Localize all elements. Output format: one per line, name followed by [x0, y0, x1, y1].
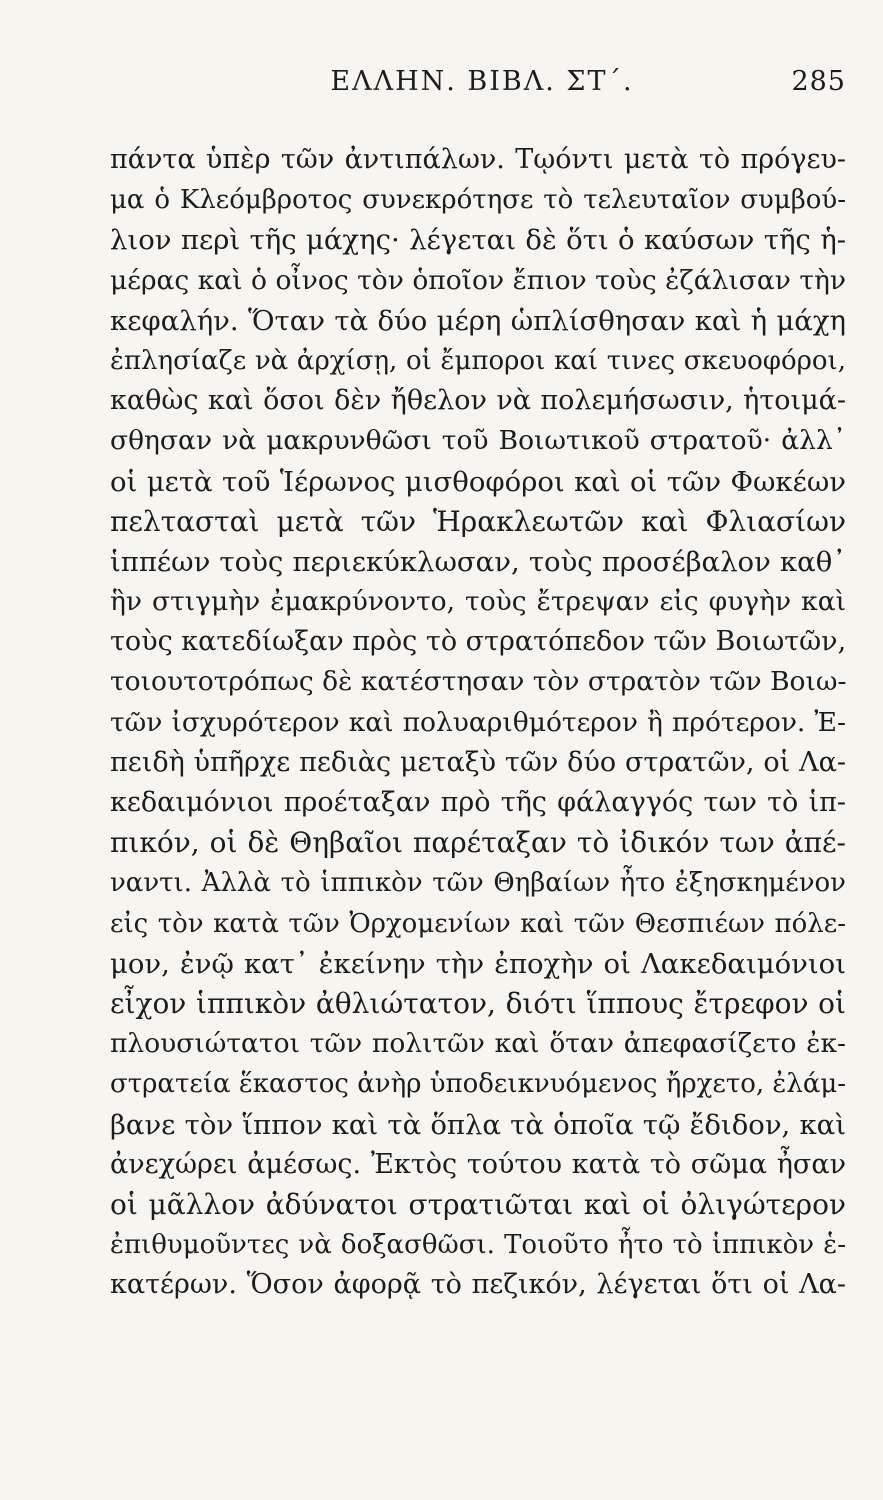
page-number: 285: [791, 66, 846, 97]
text-line: κεδαιμόνιοι προέταξαν πρὸ τῆς φάλαγγός των τὸ ἱπ-: [110, 787, 846, 818]
text-line: τοιουτοτρόπως δὲ κατέστησαν τὸν στρατὸν τῶν Βοιω-: [110, 666, 846, 698]
text-line: ἱππέων τοὺς περιεκύκλωσαν, τοὺς προσέβαλον καθ᾽: [110, 545, 846, 578]
text-line: στρατεία ἕκαστος ἀνὴρ ὑποδεικνυόμενος ἤρχετο, ἐλάμ-: [110, 1069, 846, 1100]
text-line: ἀνεχώρει ἀμέσως. Ἐκτὸς τούτου κατὰ τὸ σῶμα ἦσαν: [110, 1148, 846, 1180]
text-line: μον, ἐνῷ κατ᾽ ἐκείνην τὴν ἐποχὴν οἱ Λακεδαιμόνιοι: [110, 947, 846, 980]
text-line: πικόν, οἱ δὲ Θηβαῖοι παρέταξαν τὸ ἰδικόν των ἀπέ-: [110, 826, 846, 860]
text-line: τῶν ἰσχυρότερον καὶ πολυαριθμότερον ἢ πρότερον. Ἐ-: [110, 706, 846, 738]
text-line: τοὺς κατεδίωξαν πρὸς τὸ στρατόπεδον τῶν Βοιωτῶν,: [110, 626, 846, 658]
text-line: λιον περὶ τῆς μάχης· λέγεται δὲ ὅτι ὁ καύσων τῆς ἡ-: [110, 224, 846, 257]
text-line: εἰς τὸν κατὰ τῶν Ὀρχομενίων καὶ τῶν Θεσπιέων πόλε-: [110, 908, 846, 939]
text-line: εἶχον ἱππικὸν ἀθλιώτατον, διότι ἵππους ἔτρεφον οἱ: [110, 986, 846, 1020]
text-line: κατέρων. Ὅσον ἀφορᾷ τὸ πεζικόν, λέγεται ὅτι οἱ Λα-: [110, 1269, 846, 1301]
text-line: ναντι. Ἀλλὰ τὸ ἱππικὸν τῶν Θηβαίων ἦτο ἐξησκημένον: [110, 868, 846, 899]
running-title: ΕΛΛΗΝ. ΒΙΒΛ. ΣΤ΄.: [330, 66, 634, 97]
body-text: [110, 140, 846, 1305]
text-line: πλουσιώτατοι τῶν πολιτῶν καὶ ὅταν ἀπεφασίζετο ἐκ-: [110, 1028, 846, 1060]
text-line: πελτασταὶ μετὰ τῶν Ἡρακλεωτῶν καὶ Φλιασίων: [110, 504, 846, 538]
text-line: πάντα ὑπὲρ τῶν ἀντιπάλων. Τῳόντι μετὰ τὸ πρόγευ-: [110, 144, 846, 175]
running-head: [118, 66, 846, 106]
text-line: ἐπιθυμοῦντες νὰ δοξασθῶσι. Τοιοῦτο ἦτο τὸ ἱππικὸν ἑ-: [110, 1230, 846, 1261]
text-line: βανε τὸν ἵππον καὶ τὰ ὅπλα τὰ ὁποῖα τῷ ἔδιδον, καὶ: [110, 1108, 846, 1141]
text-line: ἣν στιγμὴν ἐμακρύνοντο, τοὺς ἔτρεψαν εἰς φυγὴν καὶ: [110, 586, 846, 618]
text-line: καθὼς καὶ ὅσοι δὲν ἤθελον νὰ πολεμήσωσιν, ἡτοιμά-: [110, 385, 846, 417]
text-line: πειδὴ ὑπῆρχε πεδιὰς μεταξὺ τῶν δύο στρατῶν, οἱ Λα-: [110, 746, 846, 778]
text-line: σθησαν νὰ μακρυνθῶσι τοῦ Βοιωτικοῦ στρατοῦ· ἀλλ᾽: [110, 425, 846, 457]
text-line: ἐπλησίαζε νὰ ἀρχίσῃ, οἱ ἔμποροι καί τινες σκευοφόροι,: [110, 345, 846, 376]
text-line: μα ὁ Κλεόμβροτος συνεκρότησε τὸ τελευταῖον συμβού-: [110, 185, 846, 216]
text-line: οἱ μετὰ τοῦ Ἱέρωνος μισθοφόροι καὶ οἱ τῶν Φωκέων: [110, 465, 846, 498]
text-line: κεφαλήν. Ὅταν τὰ δύο μέρη ὡπλίσθησαν καὶ ἡ μάχη: [110, 304, 846, 337]
text-line: οἱ μᾶλλον ἀδύνατοι στρατιῶται καὶ οἱ ὀλιγώτερον: [110, 1187, 846, 1221]
text-line: μέρας καὶ ὁ οἶνος τὸν ὁποῖον ἔπιον τοὺς ἐζάλισαν τὴν: [110, 264, 846, 296]
